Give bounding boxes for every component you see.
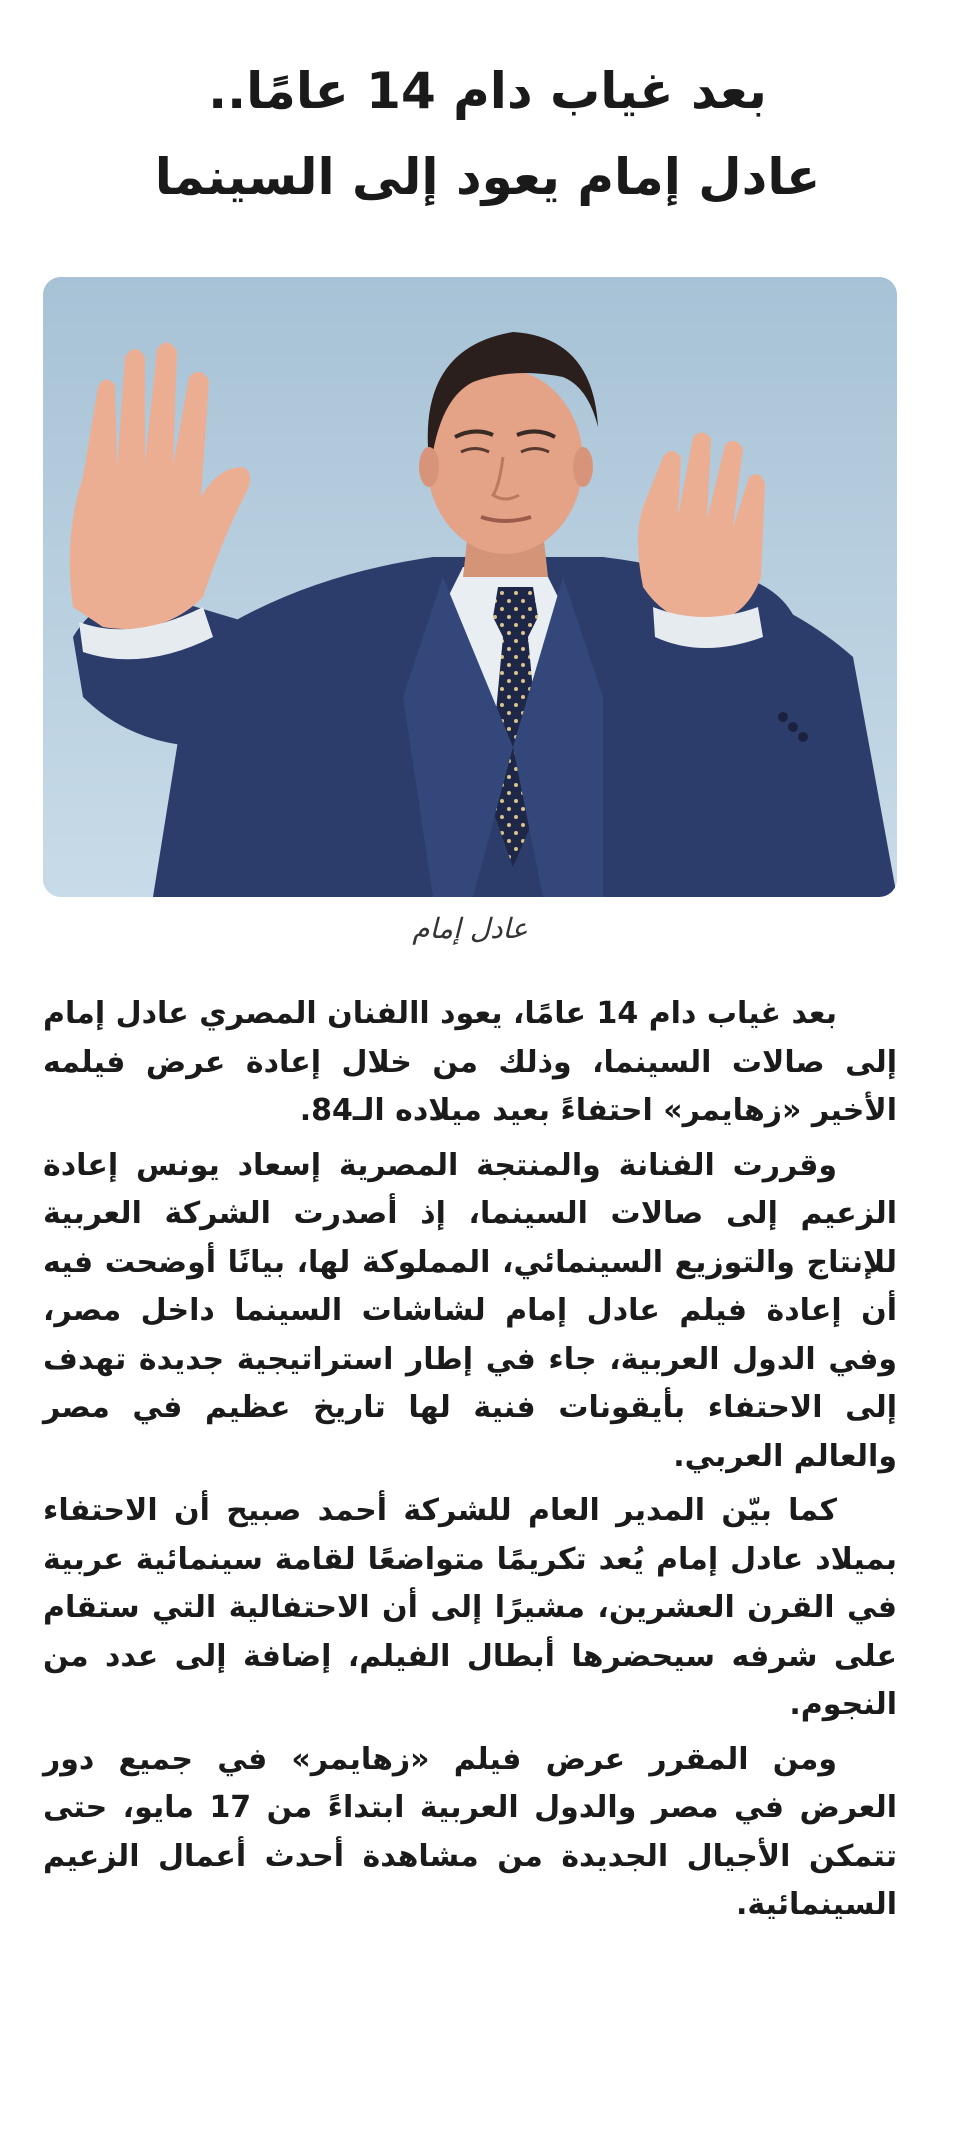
- article-body: [43, 990, 897, 1936]
- article-headline: [60, 48, 915, 220]
- paragraph-3: كما بيّن المدير العام للشركة أحمد صبيح أن الاحتفاء بميلاد عادل إمام يُعد تكريمًا متواضعًا لقامة سينمائية عربية في القرن العشرين، مشيرًا إلى أن الاحتفالية التي ستقام على شرفه سيحضرها أبطال الفيلم، إضافة إلى عدد من النجوم.: [43, 1493, 897, 1722]
- man-waving-illustration: [43, 277, 897, 897]
- paragraph-4: ومن المقرر عرض فيلم «زهايمر» في جميع دور العرض في مصر والدول العربية ابتداءً من 17 مايو، حتى تتمكن الأجيال الجديدة من مشاهدة أحدث أعمال الزعيم السينمائية.: [43, 1741, 897, 1922]
- paragraph-1: بعد غياب دام 14 عامًا، يعود االفنان المصري عادل إمام إلى صالات السينما، وذلك من خلال إعادة عرض فيلمه الأخير «زهايمر» احتفاءً بعيد ميلاده الـ84.: [43, 996, 897, 1128]
- article-photo: [43, 277, 897, 897]
- photo-caption: عادل إمام: [412, 912, 528, 945]
- headline-line-2: عادل إمام يعود إلى السينما: [154, 148, 821, 206]
- headline-line-1: بعد غياب دام 14 عامًا..: [208, 62, 767, 120]
- paragraph-2: وقررت الفنانة والمنتجة المصرية إسعاد يونس إعادة الزعيم إلى صالات السينما، إذ أصدرت الشركة العربية للإنتاج والتوزيع السينمائي، المملوكة لها، بيانًا أوضحت فيه أن إعادة فيلم عادل إمام لشاشات السينما داخل مصر، وفي الدول العربية، جاء في إطار استراتيجية جديدة تهدف إلى الاحتفاء بأيقونات فنية لها تاريخ عظيم في مصر والعالم العربي.: [43, 1147, 897, 1474]
